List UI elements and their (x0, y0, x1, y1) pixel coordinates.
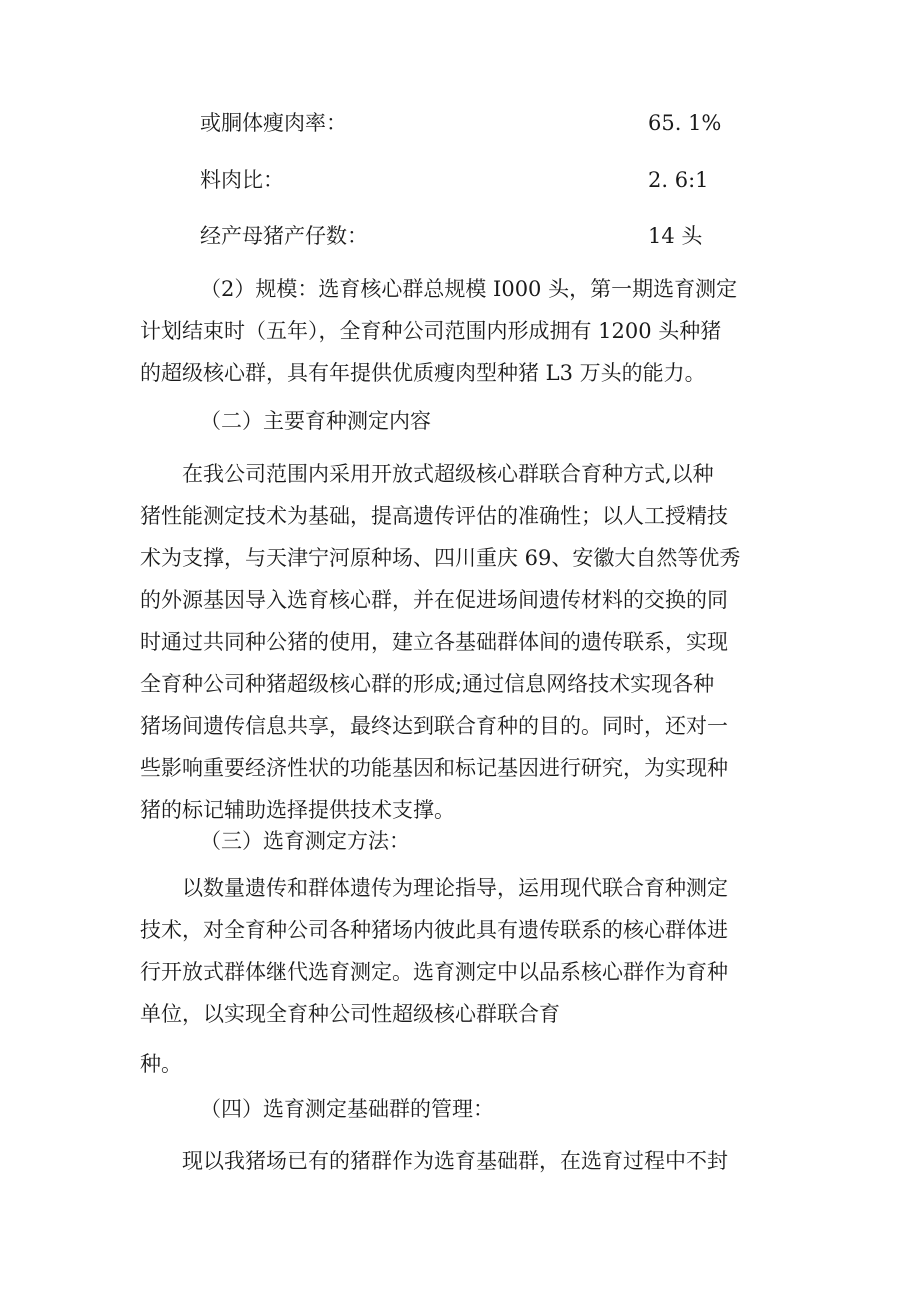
paragraph-line: 猪性能测定技术为基础，提高遗传评估的准确性；以人工授精技 (140, 504, 728, 528)
paragraph-line: 的外源基因导入选育核心群，并在促进场间遗传材料的交换的同 (140, 588, 728, 612)
section-heading: （三）选育测定方法： (200, 829, 410, 853)
paragraph-line: （2）规模：选育核心群总规模 I000 头，第一期选育测定 (200, 277, 738, 301)
paragraph-method (140, 867, 785, 1085)
section-heading: （二）主要育种测定内容 (200, 409, 431, 433)
metric-value: 14 头 (648, 224, 703, 248)
paragraph-line: 猪场间遗传信息共享，最终达到联合育种的目的。同时，还对一 (140, 714, 728, 738)
paragraph-line: 行开放式群体继代选育测定。选育测定中以品系核心群作为育种 (140, 960, 728, 984)
section-heading: （四）选育测定基础群的管理： (200, 1097, 494, 1121)
paragraph-content (140, 453, 785, 831)
metric-feed-meat-ratio (200, 165, 740, 195)
metric-value: 2. 6:1 (648, 168, 709, 192)
paragraph-line: 在我公司范围内采用开放式超级核心群联合育种方式,以种 (182, 462, 714, 486)
paragraph-line: 种。 (140, 1052, 182, 1076)
paragraph-line: 计划结束时（五年），全育种公司范围内形成拥有 1200 头种猪 (140, 319, 722, 343)
metric-label: 或胴体瘦肉率： (200, 111, 347, 135)
metric-value: 65. 1% (648, 111, 722, 135)
paragraph-line: 现以我猪场已有的猪群作为选育基础群，在选育过程中不封 (182, 1149, 728, 1173)
paragraph-line: 猪的标记辅助选择提供技术支撑。 (140, 798, 455, 822)
paragraph-base (140, 1140, 785, 1182)
paragraph-line: 以数量遗传和群体遗传为理论指导，运用现代联合育种测定 (182, 876, 728, 900)
section-heading-3 (140, 820, 785, 862)
paragraph-line: 些影响重要经济性状的功能基因和标记基因进行研究，为实现种 (140, 756, 728, 780)
paragraph-line: 术为支撑，与天津宁河原种场、四川重庆 69、安徽大自然等优秀 (140, 546, 741, 570)
metric-label: 经产母猪产仔数： (200, 224, 368, 248)
metric-lean-meat-rate (200, 108, 740, 138)
paragraph-scale (140, 268, 785, 394)
section-heading-4 (140, 1088, 785, 1130)
paragraph-line: 单位，以实现全育种公司性超级核心群联合育 (140, 1002, 560, 1026)
paragraph-line: 时通过共同种公猪的使用，建立各基础群体间的遗传联系，实现 (140, 630, 728, 654)
paragraph-line: 技术，对全育种公司各种猪场内彼此具有遗传联系的核心群体进 (140, 918, 728, 942)
paragraph-line: 的超级核心群，具有年提供优质瘦肉型种猪 L3 万头的能力。 (140, 361, 706, 385)
section-heading-2 (140, 400, 785, 442)
paragraph-line: 全育种公司种猪超级核心群的形成;通过信息网络技术实现各种 (140, 672, 715, 696)
metric-litter-size (200, 221, 740, 251)
metric-label: 料肉比： (200, 168, 284, 192)
